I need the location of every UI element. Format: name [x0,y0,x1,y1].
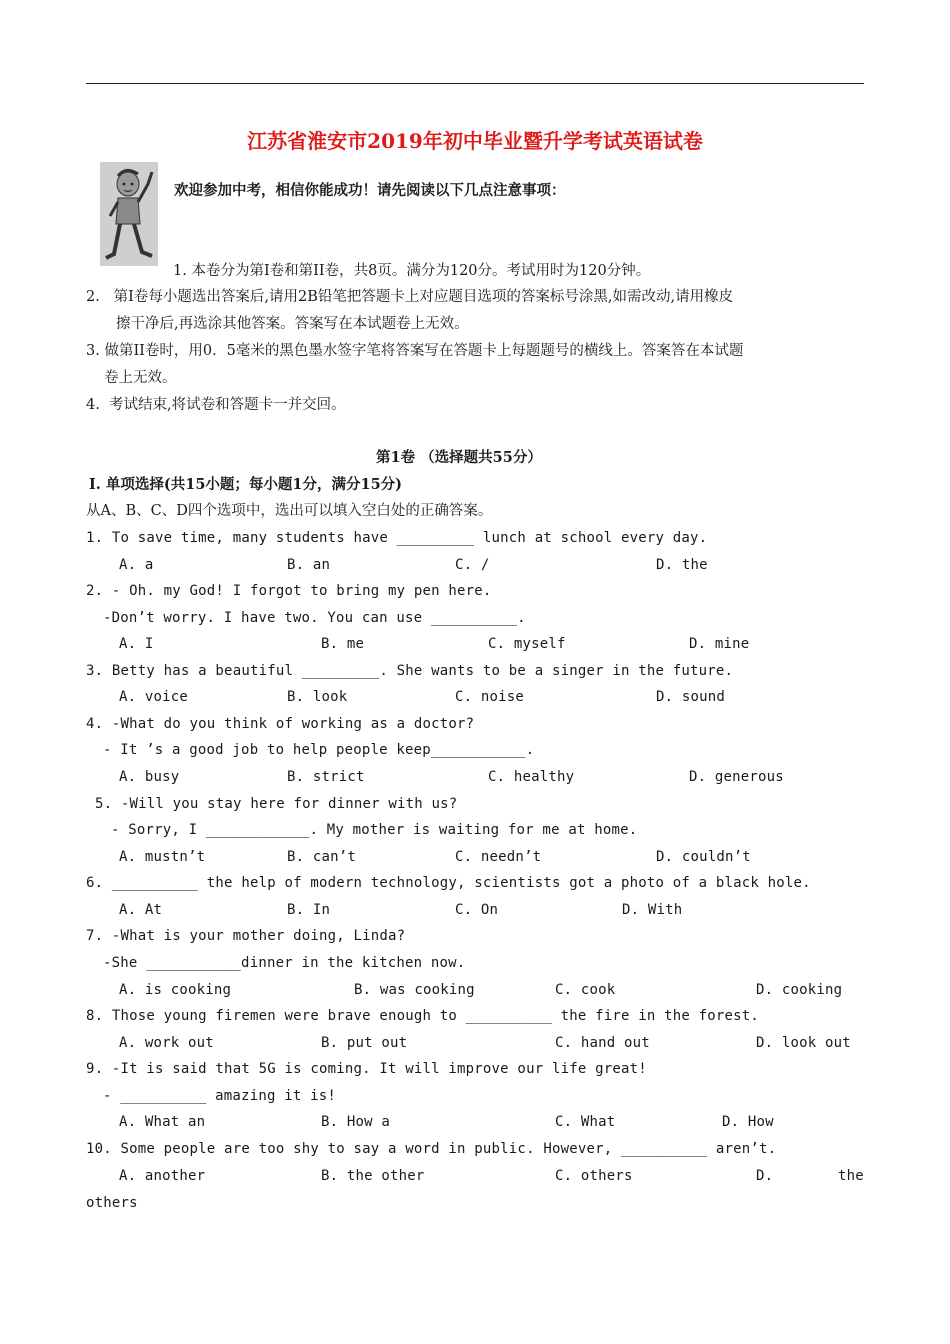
option-10a: A. another [119,1168,206,1184]
question-6: 6. __________ the help of modern technology, scientists got a photo of a black hole. [86,875,811,891]
option-8b: B. put out [321,1035,408,1051]
option-5a: A. mustn’t [119,849,206,865]
option-10d-text: the [838,1168,864,1184]
option-3c: C. noise [455,689,525,705]
option-4a: A. busy [119,769,180,785]
option-6a: A. At [119,902,163,918]
option-9c: C. What [555,1114,616,1130]
section-title: Ⅰ. 单项选择(共15小题；每小题1分，满分15分) [89,476,403,493]
option-6b: B. In [287,902,331,918]
option-6d: D. With [622,902,683,918]
option-1a: A. a [119,557,154,573]
note-3: 3. 做第II卷时，用0．5毫米的黑色墨水签字笔将答案写在答题卡上每题题号的横线上。答案答在本试题 [86,343,744,359]
question-5-reply: - Sorry, I ____________. My mother is waiting for me at home. [111,822,638,838]
option-9d: D. How [722,1114,774,1130]
option-8d: D. look out [756,1035,851,1051]
top-rule [86,83,864,84]
option-10d-cont: others [86,1195,138,1211]
cartoon-boy-figure [100,162,158,266]
cartoon-boy-icon [100,162,158,266]
option-2b: B. me [321,636,365,652]
option-1b: B. an [287,557,331,573]
welcome-text: 欢迎参加中考，相信你能成功！请先阅读以下几点注意事项： [174,182,566,199]
option-7a: A. is cooking [119,982,232,998]
option-2c: C. myself [488,636,566,652]
option-10b: B. the other [321,1168,425,1184]
option-8c: C. hand out [555,1035,650,1051]
part-title: 第1卷 （选择题共55分） [376,449,542,466]
option-3b: B. look [287,689,348,705]
question-7: 7. -What is your mother doing, Linda? [86,928,406,944]
question-2-reply: -Don’t worry. I have two. You can use __________. [103,610,526,626]
note-2: 2. 第Ⅰ卷每小题选出答案后,请用2B铅笔把答题卡上对应题目选项的答案标号涂黑,如需改动,请用橡皮 [86,289,734,305]
exam-title: 江苏省淮安市2019年初中毕业暨升学考试英语试卷 [247,129,703,153]
option-5c: C. needn’t [455,849,542,865]
option-8a: A. work out [119,1035,214,1051]
option-7b: B. was cooking [354,982,475,998]
option-4c: C. healthy [488,769,575,785]
option-1c: C. / [455,557,490,573]
question-4: 4. -What do you think of working as a doctor? [86,716,475,732]
instruction: 从A、B、C、D四个选项中，选出可以填入空白处的正确答案。 [86,503,493,519]
option-2a: A. I [119,636,154,652]
note-1: 1. 本卷分为第Ⅰ卷和第II卷，共8页。满分为120分。考试用时为120分钟。 [173,263,651,279]
question-4-reply: - It ’s a good job to help people keep___________. [103,742,535,758]
option-4b: B. strict [287,769,365,785]
option-7d: D. cooking [756,982,843,998]
note-3-cont: 卷上无效。 [104,370,177,386]
option-5b: B. can’t [287,849,357,865]
option-9a: A. What an [119,1114,206,1130]
option-3a: A. voice [119,689,189,705]
question-9-reply: - __________ amazing it is! [103,1088,336,1104]
option-10c: C. others [555,1168,633,1184]
question-5: 5. -Will you stay here for dinner with us? [95,796,458,812]
option-6c: C. On [455,902,499,918]
option-10d: D. [756,1168,774,1184]
question-3: 3. Betty has a beautiful _________. She wants to be a singer in the future. [86,663,734,679]
question-1: 1. To save time, many students have _________ lunch at school every day. [86,530,708,546]
option-1d: D. the [656,557,708,573]
question-9: 9. -It is said that 5G is coming. It will improve our life great! [86,1061,647,1077]
question-2: 2. - Oh. my God! I forgot to bring my pen here. [86,583,492,599]
option-4d: D. generous [689,769,784,785]
option-9b: B. How a [321,1114,391,1130]
option-5d: D. couldn’t [656,849,751,865]
question-7-reply: -She ___________dinner in the kitchen now. [103,955,466,971]
option-7c: C. cook [555,982,616,998]
note-2-cont: 擦干净后,再选涂其他答案。答案写在本试题卷上无效。 [116,316,469,332]
question-8: 8. Those young firemen were brave enough to __________ the fire in the forest. [86,1008,760,1024]
note-4: 4. 考试结束,将试卷和答题卡一并交回。 [86,397,346,413]
option-3d: D. sound [656,689,726,705]
option-2d: D. mine [689,636,750,652]
question-10: 10. Some people are too shy to say a word in public. However, __________ aren’t. [86,1141,777,1157]
